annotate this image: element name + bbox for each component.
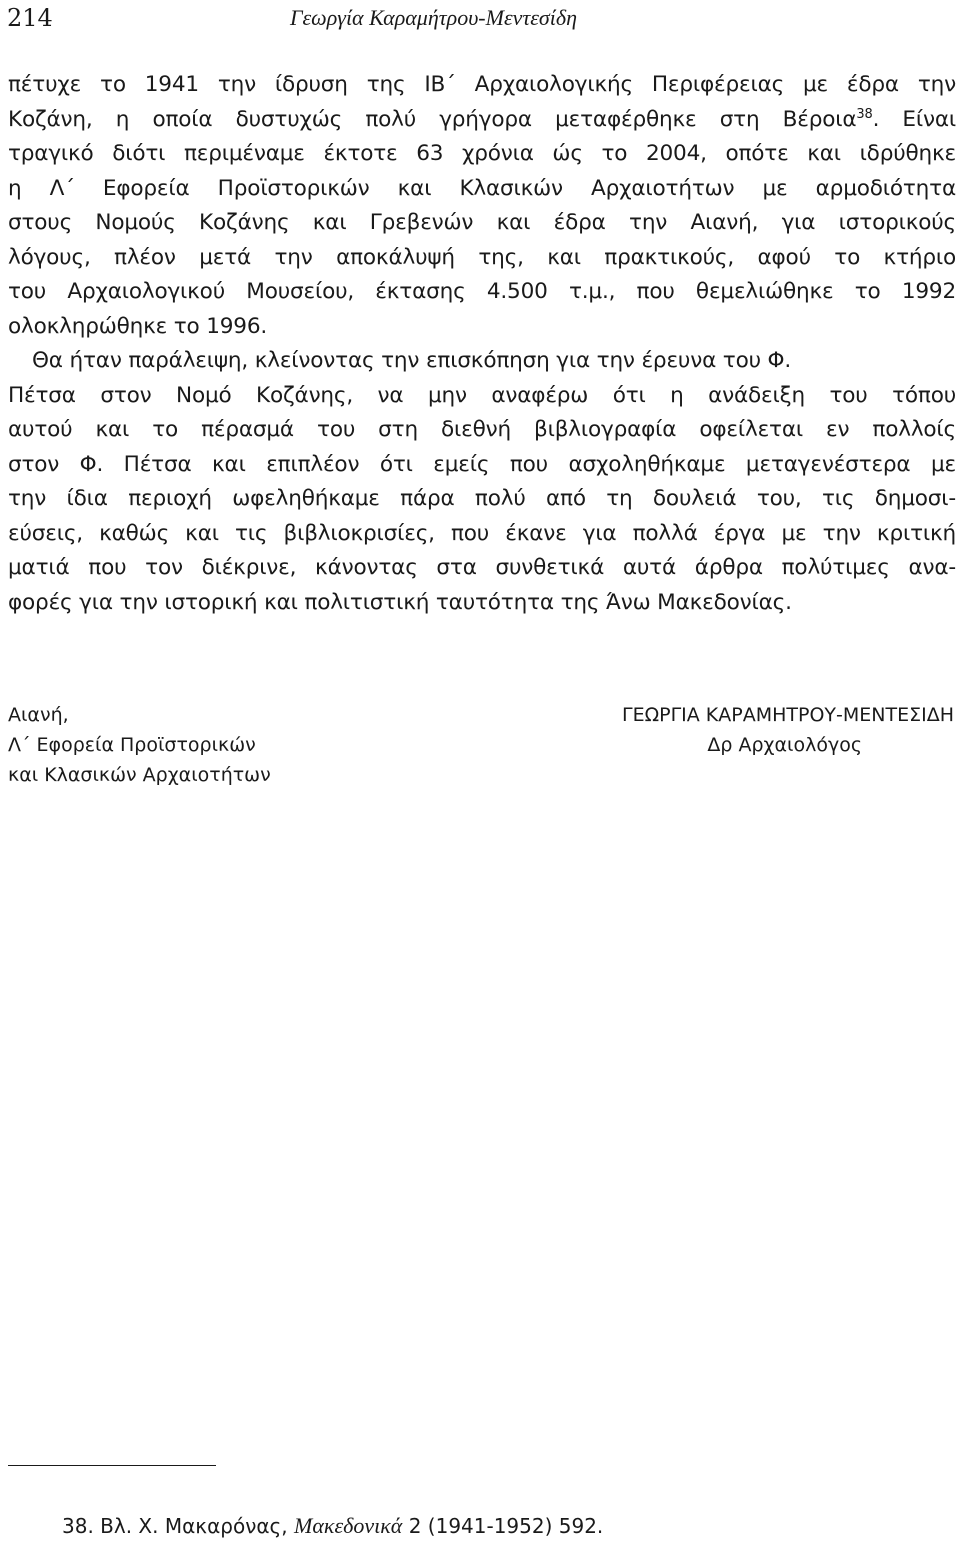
footnote-details: 2 (1941-1952) 592. — [408, 1514, 604, 1538]
footnote-divider — [8, 1465, 216, 1466]
footnote-38 — [62, 1512, 603, 1540]
text-line: Πέτσα στον Νομό Κοζάνης, να μην αναφέρω ότι η ανάδειξη του τόπου — [8, 382, 956, 408]
body-text — [8, 68, 956, 620]
text-line: την ίδια περιοχή ωφεληθήκαμε πάρα πολύ από τη δουλειά του, τις δημοσι- — [8, 486, 956, 511]
paragraph-2 — [8, 344, 956, 620]
author-title: Δρ Αρχαιολόγος — [707, 734, 862, 756]
text-line: εύσεις, καθώς και τις βιβλιοκρισίες, που έκανε για πολλά έργα με την κριτική — [8, 520, 956, 546]
text-line: ματιά που τον διέκρινε, κάνοντας στα συνθετικά αυτά άρθρα πολύτιμες ανα- — [8, 555, 956, 580]
text-line: Θα ήταν παράλειψη, κλείνοντας την επισκόπηση για την έρευνα του Φ. — [32, 348, 791, 373]
text-line: του Αρχαιολογικού Μουσείου, έκτασης 4.500 τ.μ., που θεμελιώθηκε το 1992 — [8, 279, 956, 304]
signature-author-block — [622, 700, 954, 760]
text-line: στους Νομούς Κοζάνης και Γρεβενών και έδρα την Αιανή, για ιστορικούς — [8, 210, 956, 235]
text-segment: . Είναι — [872, 106, 956, 132]
text-line: αυτού και το πέρασμά του στη διεθνή βιβλιογραφία οφείλεται εν πολλοίς — [8, 417, 956, 442]
running-head: Γεωργία Καραμήτρου-Μεντεσίδη — [290, 5, 578, 30]
footnote-work-title: Μακεδονικά — [294, 1513, 403, 1538]
signature-place: Αιανή, — [8, 704, 69, 726]
page-number: 214 — [7, 4, 53, 32]
text-line: λόγους, πλέον μετά την αποκάλυψή της, και πρακτικούς, αφού το κτήριο — [8, 244, 956, 270]
text-line-with-footnote — [8, 103, 956, 138]
text-line: πέτυχε το 1941 την ίδρυση της ΙΒ΄ Αρχαιολογικής Περιφέρειας με έδρα την — [8, 72, 956, 97]
signature-place-block — [8, 700, 271, 790]
signature-office-line-2: και Κλασικών Αρχαιοτήτων — [8, 764, 271, 786]
footnote-reference[interactable]: 38 — [856, 106, 873, 122]
text-line: φορές για την ιστορική και πολιτιστική ταυτότητα της Άνω Μακεδονίας. — [8, 589, 792, 615]
text-line: ολοκληρώθηκε το 1996. — [8, 313, 268, 339]
text-segment: Κοζάνη, η οποία δυστυχώς πολύ γρήγορα μεταφέρθηκε στη Βέροια — [8, 106, 857, 132]
text-line: στον Φ. Πέτσα και επιπλέον ότι εμείς που ασχοληθήκαμε μεταγενέστερα με — [8, 451, 956, 477]
text-line: τραγικό διότι περιμέναμε έκτοτε 63 χρόνια ώς το 2004, οπότε και ιδρύθηκε — [8, 141, 956, 166]
paragraph-1 — [8, 68, 956, 344]
text-line: η Λ΄ Εφορεία Προϊστορικών και Κλασικών Αρχαιοτήτων με αρμοδιότητα — [8, 175, 956, 201]
author-name: ΓΕΩΡΓΙΑ ΚΑΡΑΜΗΤΡΟΥ-ΜΕΝΤΕΣΙΔΗ — [622, 704, 954, 726]
signature-office-line-1: Λ΄ Εφορεία Προϊστορικών — [8, 734, 256, 756]
footnote-citation: 38. Βλ. Χ. Μακαρόνας, — [62, 1514, 288, 1538]
